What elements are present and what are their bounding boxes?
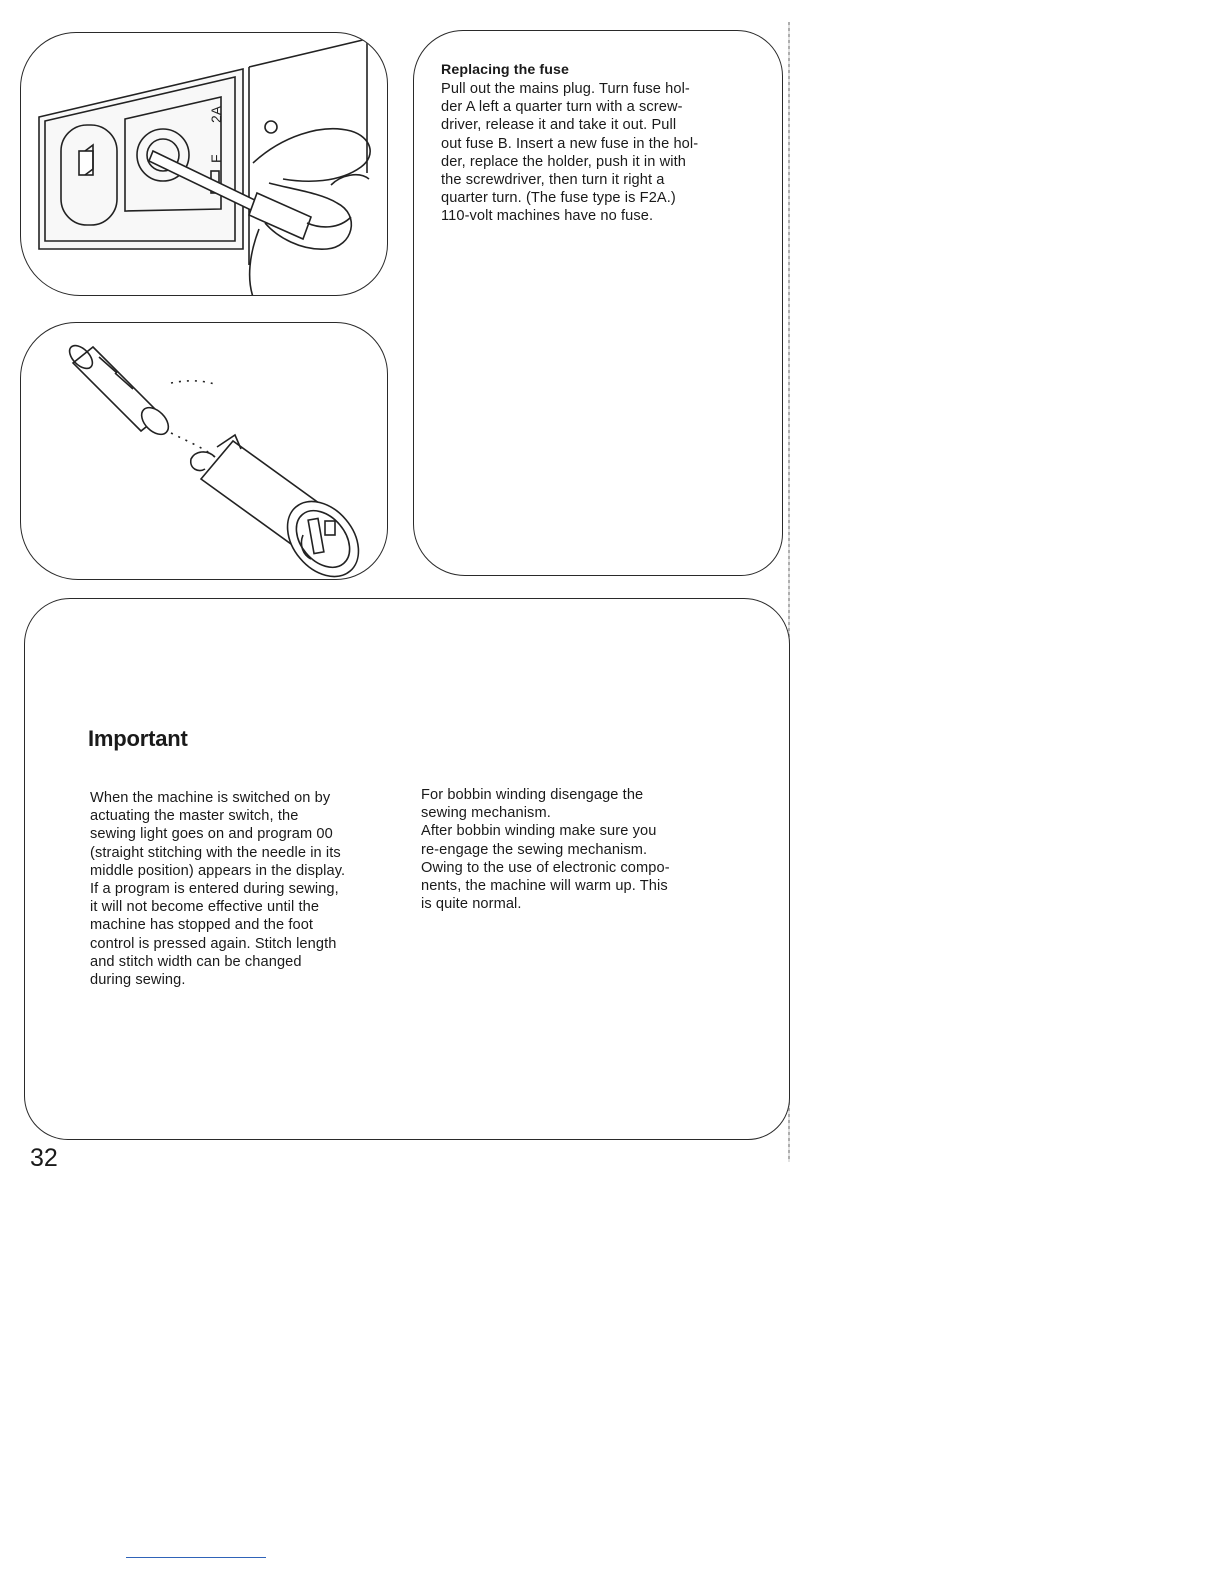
panel-label-2a: 2A bbox=[208, 105, 224, 123]
important-line: After bobbin winding make sure you bbox=[421, 823, 657, 840]
important-line: If a program is entered during sewing, bbox=[90, 881, 339, 898]
fuse-and-holder-illustration bbox=[20, 322, 388, 580]
important-line: sewing mechanism. bbox=[421, 805, 551, 822]
important-line: control is pressed again. Stitch length bbox=[90, 935, 337, 952]
important-line: (straight stitching with the needle in its bbox=[90, 844, 341, 861]
fuse-line: der A left a quarter turn with a screw- bbox=[441, 99, 683, 116]
fuse-line: Pull out the mains plug. Turn fuse hol- bbox=[441, 81, 690, 97]
important-left-column bbox=[90, 789, 410, 989]
panel-label-f: F bbox=[208, 154, 224, 163]
fuse-line: the screwdriver, then turn it right a bbox=[441, 172, 665, 189]
important-heading: Important bbox=[88, 726, 188, 751]
important-line: actuating the master switch, the bbox=[90, 808, 299, 825]
important-line: and stitch width can be changed bbox=[90, 953, 302, 970]
footer-rule bbox=[126, 1557, 266, 1558]
fuse-line: quarter turn. (The fuse type is F2A.) bbox=[441, 190, 676, 207]
fuse-line: out fuse B. Insert a new fuse in the hol- bbox=[441, 135, 699, 152]
important-line: middle position) appears in the display. bbox=[90, 862, 346, 879]
important-line: For bobbin winding disengage the bbox=[421, 787, 644, 803]
fuse-line: der, replace the holder, push it in with bbox=[441, 153, 686, 170]
important-line: machine has stopped and the foot bbox=[90, 917, 314, 934]
fuse-holder-illustration bbox=[20, 32, 388, 296]
fuse-instructions bbox=[441, 80, 761, 226]
page-number: 32 bbox=[30, 1144, 58, 1172]
important-line: sewing light goes on and program 00 bbox=[90, 826, 333, 843]
fuse-line: 110-volt machines have no fuse. bbox=[441, 208, 654, 225]
important-line: When the machine is switched on by bbox=[90, 790, 331, 806]
important-line: is quite normal. bbox=[421, 896, 522, 913]
fuse-line: driver, release it and take it out. Pull bbox=[441, 117, 677, 134]
fuse-heading: Replacing the fuse bbox=[441, 62, 569, 78]
important-line: re-engage the sewing mechanism. bbox=[421, 841, 648, 858]
important-line: Owing to the use of electronic compo- bbox=[421, 859, 670, 876]
important-right-column bbox=[421, 786, 741, 913]
important-line: during sewing. bbox=[90, 972, 186, 989]
important-line: nents, the machine will warm up. This bbox=[421, 878, 668, 895]
important-line: it will not become effective until the bbox=[90, 899, 320, 916]
